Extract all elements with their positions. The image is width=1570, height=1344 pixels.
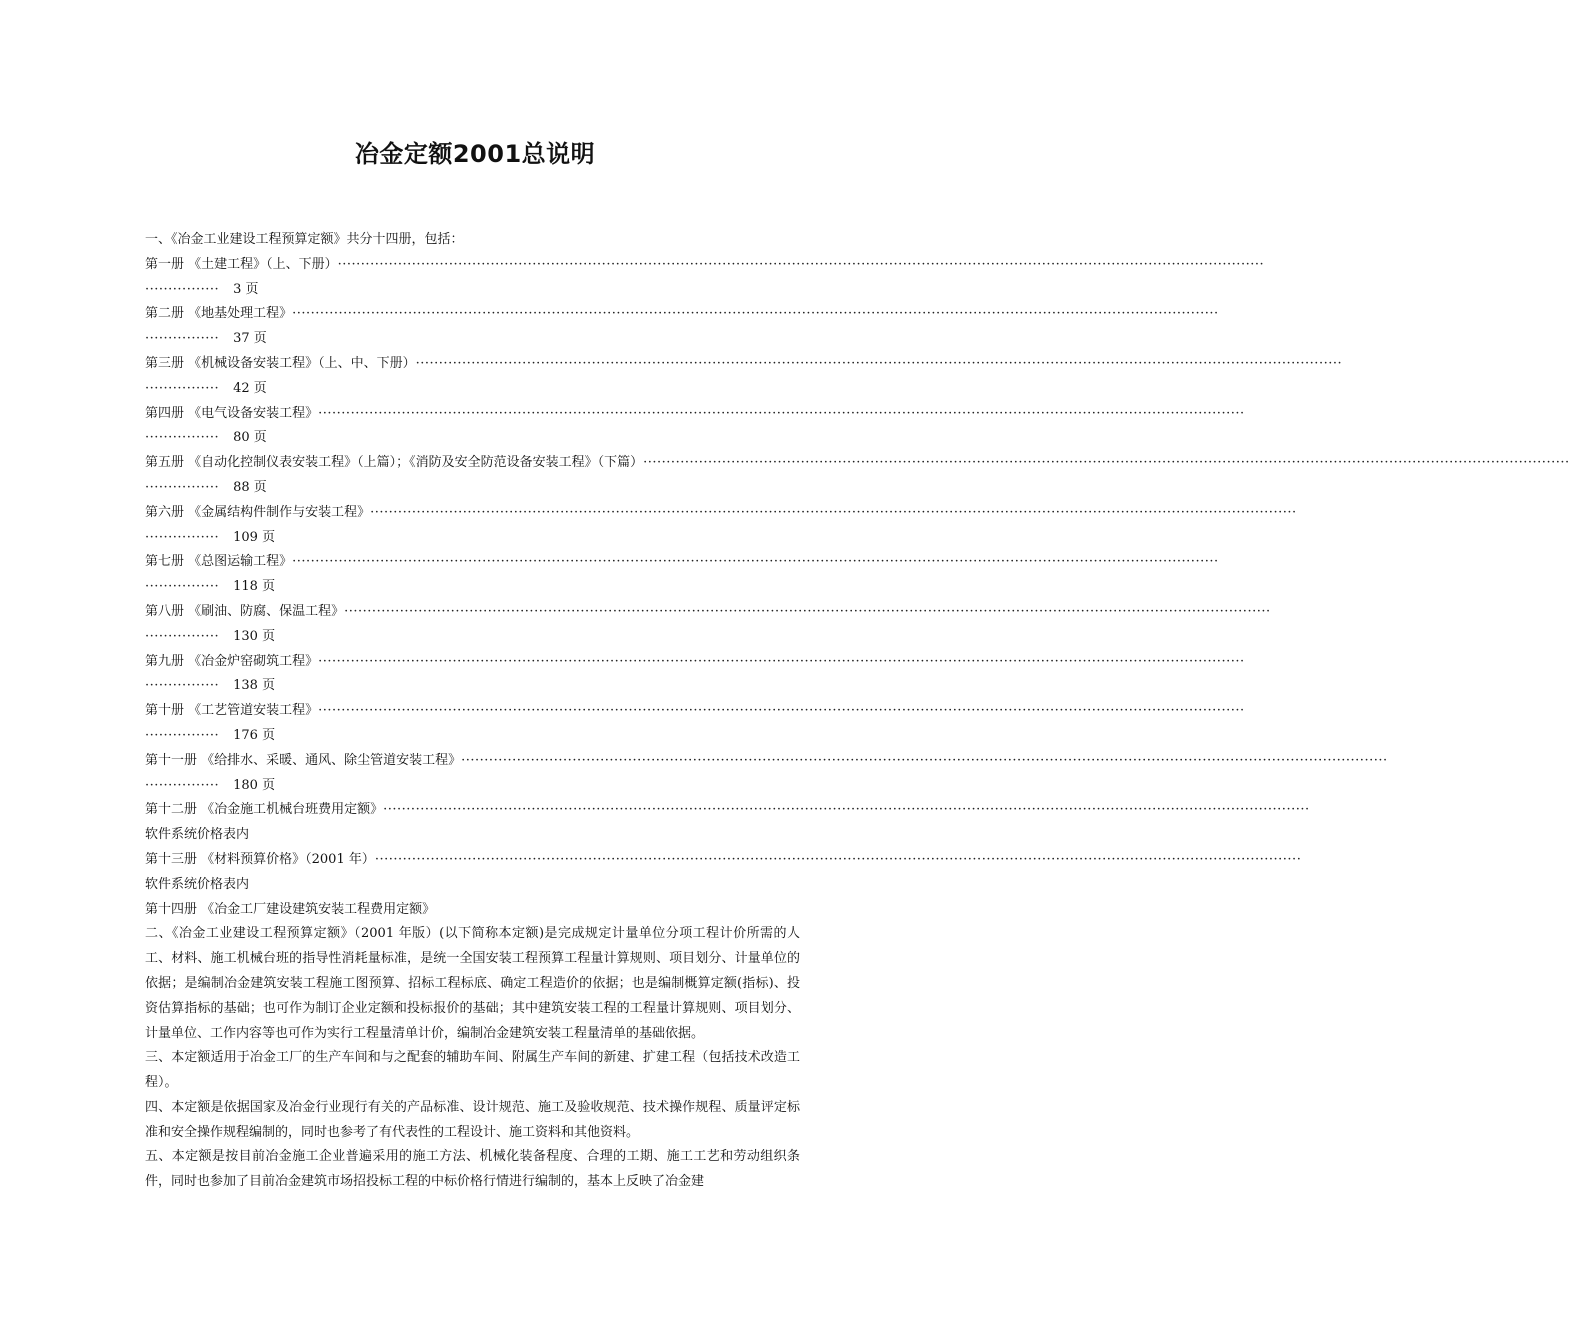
leader-dots-cont: ················ xyxy=(145,777,220,793)
leader-dots-cont: ················ xyxy=(145,479,220,495)
volume-page: 3 页 xyxy=(233,281,259,297)
volume-note: 软件系统价格表内 xyxy=(145,876,250,892)
leader-dots-cont: ················ xyxy=(145,430,220,446)
leader-dots: ········································································································································································································ xyxy=(461,752,1388,768)
leader-dots-cont: ················ xyxy=(145,628,220,644)
volume-entry xyxy=(145,402,1245,452)
volume-label: 第五册 《自动化控制仪表安装工程》（上篇）；《消防及安全防范设备安装工程》（下篇） xyxy=(145,455,644,471)
leader-dots: ········································································································································································································ xyxy=(318,405,1245,421)
volume-page: 109 页 xyxy=(233,529,276,545)
paragraph: 五、本定额是按目前冶金施工企业普遍采用的施工方法、机械化装备程度、合理的工期、施工工艺和劳动组织条件，同时也参加了目前冶金建筑市场招投标工程的中标价格行情进行编制的，基本上反映了冶金建 xyxy=(145,1149,800,1190)
volume-label: 第七册 《总图运输工程》 xyxy=(145,554,293,570)
paragraph: 三、本定额适用于冶金工厂的生产车间和与之配套的辅助车间、附属生产车间的新建、扩建工程（包括技术改造工程）。 xyxy=(145,1050,800,1091)
volume-page: 138 页 xyxy=(233,678,276,694)
volume-entry xyxy=(145,352,1343,402)
volume-page: 176 页 xyxy=(233,727,276,743)
volume-label: 第二册 《地基处理工程》 xyxy=(145,306,293,322)
document-body xyxy=(145,228,1570,1195)
volume-entry xyxy=(145,600,1271,650)
paragraph: 四、本定额是依据国家及冶金行业现行有关的产品标准、设计规范、施工及验收规范、技术操作规程、质量评定标准和安全操作规程编制的，同时也参考了有代表性的工程设计、施工资料和其他资料。 xyxy=(145,1099,800,1140)
software-volume-entry xyxy=(145,798,1310,848)
intro-line: 一、《冶金工业建设工程预算定额》共分十四册，包括： xyxy=(145,232,464,247)
volume-entry xyxy=(145,302,1219,352)
volume-list xyxy=(145,253,1570,923)
volume-page: 37 页 xyxy=(233,331,267,347)
volume-label: 第四册 《电气设备安装工程》 xyxy=(145,405,319,421)
volume-page: 118 页 xyxy=(233,579,276,595)
volume-entry xyxy=(145,650,1245,700)
leader-dots-cont: ················ xyxy=(145,380,220,396)
volume-note: 软件系统价格表内 xyxy=(145,827,250,843)
leader-dots-cont: ················ xyxy=(145,331,220,347)
leader-dots: ········································································································································································································ xyxy=(344,603,1271,619)
volume-label: 第三册 《机械设备安装工程》（上、中、下册） xyxy=(145,355,416,371)
leader-dots-cont: ················ xyxy=(145,281,220,297)
software-volume-entry xyxy=(145,848,1302,898)
leader-dots: ········································································································································································································ xyxy=(643,455,1570,471)
volume-entry xyxy=(145,253,1265,303)
leader-dots: ········································································································································································································ xyxy=(292,306,1219,322)
volume-label: 第一册 《土建工程》（上、下册） xyxy=(145,256,338,272)
volume-label: 第十一册 《给排水、采暖、通风、除尘管道安装工程》 xyxy=(145,752,462,768)
volume-label: 第九册 《冶金炉窑砌筑工程》 xyxy=(145,653,319,669)
leader-dots: ········································································································································································································ xyxy=(383,802,1310,818)
volume-page: 42 页 xyxy=(233,380,267,396)
leader-dots: ········································································································································································································ xyxy=(318,653,1245,669)
leader-dots-cont: ················ xyxy=(145,529,220,545)
volume-entry xyxy=(145,451,1570,501)
volume-page: 180 页 xyxy=(233,777,276,793)
volume-page: 88 页 xyxy=(233,479,267,495)
leader-dots: ········································································································································································································ xyxy=(370,504,1297,520)
leader-dots: ········································································································································································································ xyxy=(292,554,1219,570)
leader-dots: ········································································································································································································ xyxy=(415,355,1343,371)
leader-dots: ········································································································································································································ xyxy=(337,256,1265,272)
leader-dots: ········································································································································································································ xyxy=(374,851,1302,867)
leader-dots-cont: ················ xyxy=(145,579,220,595)
volume-label: 第八册 《刷油、防腐、保温工程》 xyxy=(145,603,345,619)
volume-page: 80 页 xyxy=(233,430,267,446)
volume-label: 第十册 《工艺管道安装工程》 xyxy=(145,703,319,719)
volume-entry xyxy=(145,699,1245,749)
last-volume: 第十四册 《冶金工厂建设建筑安装工程费用定额》 xyxy=(145,901,436,917)
volume-entry xyxy=(145,501,1297,551)
volume-label: 第六册 《金属结构件制作与安装工程》 xyxy=(145,504,371,520)
leader-dots: ········································································································································································································ xyxy=(318,703,1245,719)
volume-page: 130 页 xyxy=(233,628,276,644)
volume-label: 第十二册 《冶金施工机械台班费用定额》 xyxy=(145,802,384,818)
paragraph: 二、《冶金工业建设工程预算定额》（2001 年版）(以下简称本定额)是完成规定计量单位分项工程计价所需的人工、材料、施工机械台班的指导性消耗量标准，是统一全国安装工程预算工程量计算规则、项目划分、计量单位的依据；是编制冶金建筑安装工程施工图预算、招标工程标底、确定工程造价的依据；也是编制概算定额(指标)、投资估算指标的基础；也可作为制订企业定额和投标报价的基础；其中建筑安装工程的工程量计算规则、项目划分、计量单位、工作内容等也可作为实行工程量清单计价，编制冶金建筑安装工程量清单的基础依据。 xyxy=(145,926,800,1041)
volume-entry xyxy=(145,749,1388,799)
document-title: 冶金定额2001总说明 xyxy=(354,140,596,168)
leader-dots-cont: ················ xyxy=(145,678,220,694)
leader-dots-cont: ················ xyxy=(145,727,220,743)
volume-entry xyxy=(145,550,1219,600)
volume-label: 第十三册 《材料预算价格》（2001 年） xyxy=(145,851,375,867)
